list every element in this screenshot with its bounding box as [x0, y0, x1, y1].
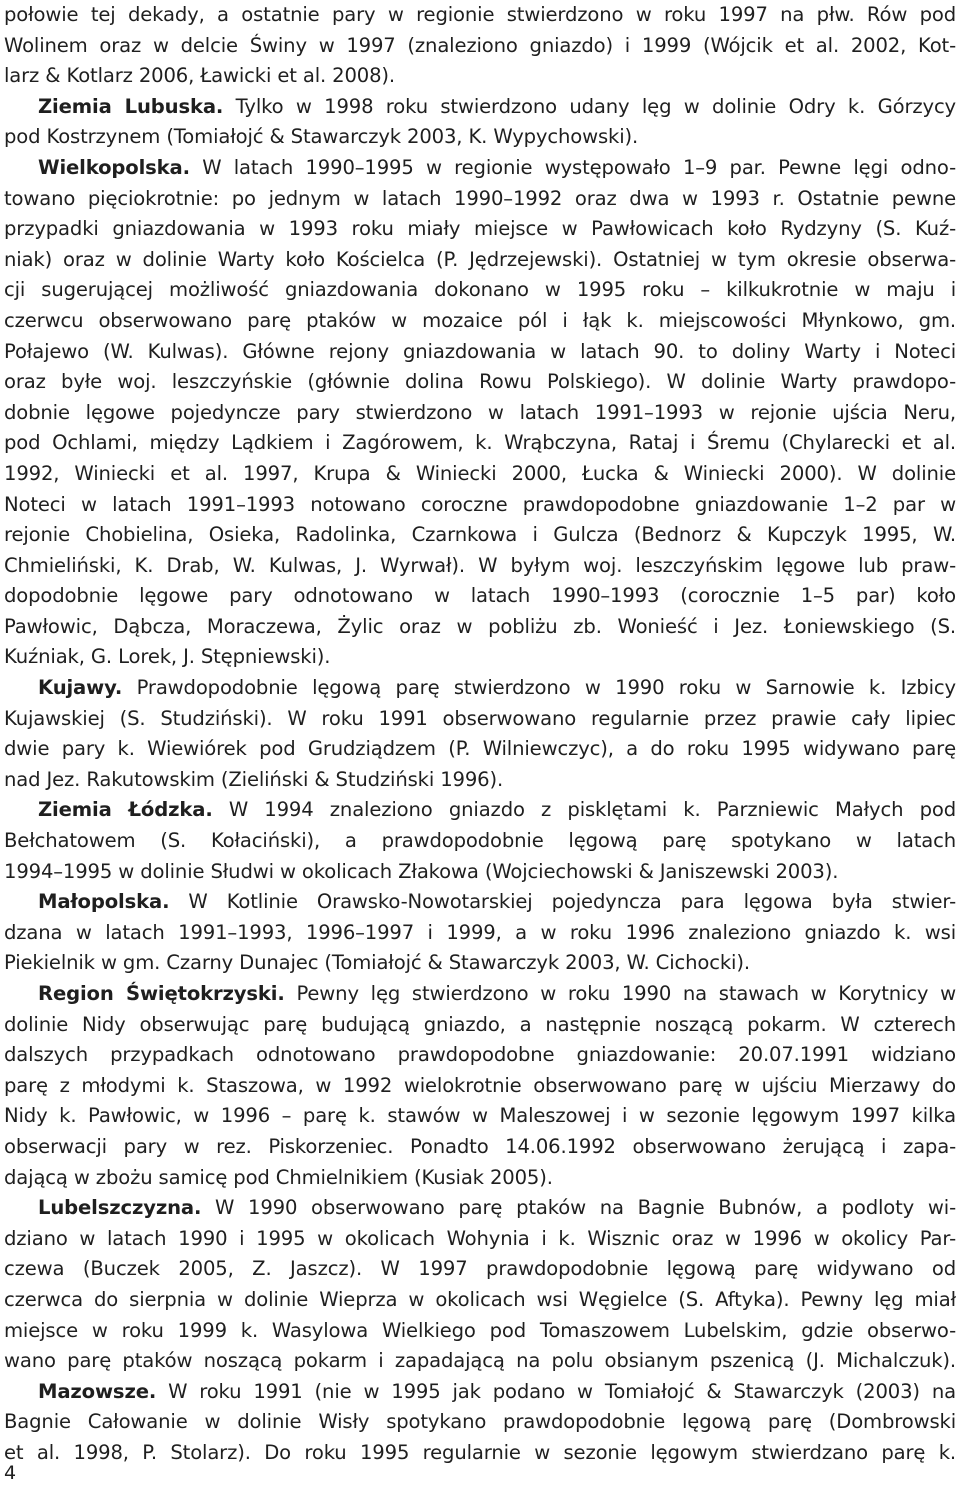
line-text: W Kotlinie Orawsko-Nowotarskiej pojedyncza para lęgowa była stwier- — [169, 890, 956, 914]
region-heading: Mazowsze. — [38, 1379, 157, 1403]
text-line — [4, 245, 956, 276]
region-heading: Region Świętokrzyski. — [38, 982, 285, 1005]
line-text: wano parę ptaków noszącą pokarm i zapadającą na polu obsianym pszenicą (J. Michalczuk). — [4, 1349, 956, 1373]
text-line — [4, 459, 956, 490]
line-text: W 1994 znaleziono gniazdo z pisklętami k. Parzniewic Małych pod — [212, 798, 956, 822]
region-heading: Ziemia Lubuska. — [38, 94, 224, 118]
text-line — [4, 1346, 956, 1377]
region-heading: Kujawy. — [38, 676, 123, 700]
page-number: 4 — [4, 1462, 17, 1484]
region-heading: Małopolska. — [38, 890, 170, 914]
region-heading: Lubelszczyzna. — [38, 1196, 202, 1220]
text-line — [4, 612, 956, 643]
line-text: miejsce w roku 1999 k. Wasylowa Wielkiego pod Tomaszowem Lubelskim, gdzie obserwo- — [4, 1318, 956, 1342]
line-text: Nidy k. Pawłowic, w 1996 – parę k. stawów w Maleszowej i w sezonie lęgowym 1997 kilka — [4, 1104, 956, 1128]
section-first-line — [4, 979, 956, 1010]
text-line — [4, 1101, 956, 1132]
line-text: 1994–1995 w dolinie Słudwi w okolicach Złakowa (Wojciechowski & Janiszewski 2003). — [4, 859, 839, 883]
line-text: dającą w zbożu samicę pod Chmielnikiem (Kusiak 2005). — [4, 1165, 553, 1189]
line-text: Kujawskiej (S. Studziński). W roku 1991 obserwowano regularnie przez prawie cały lipiec — [4, 706, 956, 730]
text-line — [4, 734, 956, 765]
text-line — [4, 306, 956, 337]
line-text: Tylko w 1998 roku stwierdzono udany lęg w dolinie Odry k. Górzycy — [223, 94, 956, 118]
line-text: W latach 1990–1995 w regionie występowało 1–9 par. Pewne lęgi odno- — [189, 155, 956, 179]
line-text: Pewny lęg stwierdzono w roku 1990 na stawach w Korytnicy w — [284, 982, 956, 1005]
line-text: parę z młodymi k. Staszowa, w 1992 wielokrotnie obserwowano parę w ujściu Mierzawy do — [4, 1073, 956, 1097]
line-text: rejonie Chobielina, Osieka, Radolinka, Czarnkowa i Gulcza (Bednorz & Kupczyk 1995, W. — [4, 523, 956, 547]
line-text: Wolinem oraz w delcie Świny w 1997 (znaleziono gniazdo) i 1999 (Wójcik et al. 2002, Kot- — [4, 33, 956, 57]
section-first-line — [4, 153, 956, 184]
text-line — [4, 490, 956, 521]
text-line — [4, 948, 956, 979]
region-heading: Ziemia Łódzka. — [38, 798, 213, 822]
line-text: dalszych przypadkach odnotowano prawdopodobne gniazdowanie: 20.07.1991 widziano — [4, 1043, 956, 1067]
text-line — [4, 1438, 956, 1469]
text-line — [4, 551, 956, 582]
text-line — [4, 1163, 956, 1194]
text-line — [4, 1224, 956, 1255]
text-line — [4, 642, 956, 673]
text-line — [4, 367, 956, 398]
section-first-line — [4, 1193, 956, 1224]
text-line — [4, 1407, 956, 1438]
line-text: et al. 1998, P. Stolarz). Do roku 1995 regularnie w sezonie lęgowym stwierdzano parę k. — [4, 1440, 956, 1464]
line-text: niak) oraz w dolinie Warty koło Kościelca (P. Jędrzejewski). Ostatniej w tym okresie obserwa- — [4, 247, 956, 271]
region-heading: Wielkopolska. — [38, 155, 190, 179]
text-line — [4, 1040, 956, 1071]
line-text: Bagnie Całowanie w dolinie Wisły spotykano prawdopodobnie lęgową parę (Dombrowski — [4, 1410, 956, 1434]
line-text: dzana w latach 1991–1993, 1996–1997 i 1999, a w roku 1996 znaleziono gniazdo k. wsi — [4, 920, 956, 944]
line-text: czerwca do sierpnia w dolinie Wieprza w okolicach wsi Węgielce (S. Aftyka). Pewny lęg miał — [4, 1287, 956, 1311]
line-text: Noteci w latach 1991–1993 notowano coroczne prawdopodobne gniazdowanie 1–2 par w — [4, 492, 956, 516]
section-first-line — [4, 1377, 956, 1408]
text-line — [4, 1316, 956, 1347]
text-line — [4, 275, 956, 306]
line-text: Prawdopodobnie lęgową parę stwierdzono w 1990 roku w Sarnowie k. Izbicy — [122, 676, 956, 700]
text-line — [4, 61, 956, 92]
text-line — [4, 1010, 956, 1041]
line-text: nad Jez. Rakutowskim (Zieliński & Studziński 1996). — [4, 767, 504, 791]
line-text: czerwcu obserwowano parę ptaków w mozaice pól i łąk k. miejscowości Młynkowo, gm. — [4, 308, 956, 332]
line-text: Bełchatowem (S. Kołaciński), a prawdopodobnie lęgową parę spotykano w latach — [4, 829, 956, 853]
section-first-line — [4, 92, 956, 123]
section-first-line — [4, 887, 956, 918]
text-line — [4, 1071, 956, 1102]
line-text: dolinie Nidy obserwując parę budującą gniazdo, a następnie noszącą pokarm. W czterech — [4, 1012, 956, 1036]
line-text: W roku 1991 (nie w 1995 jak podano w Tomiałojć & Stawarczyk (2003) na — [156, 1379, 956, 1403]
text-line — [4, 398, 956, 429]
line-text: larz & Kotlarz 2006, Ławicki et al. 2008). — [4, 64, 395, 88]
text-line — [4, 765, 956, 796]
line-text: czewa (Buczek 2005, Z. Jaszcz). W 1997 prawdopodobnie lęgową parę widywano od — [4, 1257, 956, 1281]
line-text: połowie tej dekady, a ostatnie pary w regionie stwierdzono w roku 1997 na płw. Rów pod — [4, 3, 956, 26]
line-text: dopodobnie lęgowe pary odnotowano w latach 1990–1993 (corocznie 1–5 par) koło — [4, 584, 956, 608]
line-text: 1992, Winiecki et al. 1997, Krupa & Winiecki 2000, Łucka & Winiecki 2000). W dolinie — [4, 461, 956, 485]
line-text: W 1990 obserwowano parę ptaków na Bagnie Bubnów, a podloty wi- — [201, 1196, 956, 1220]
text-line — [4, 1254, 956, 1285]
text-line — [4, 31, 956, 62]
text-line — [4, 1132, 956, 1163]
section-first-line — [4, 673, 956, 704]
line-text: Piekielnik w gm. Czarny Dunajec (Tomiałojć & Stawarczyk 2003, W. Cichocki). — [4, 951, 750, 975]
line-text: cji sugerującej możliwość gniazdowania dokonano w 1995 roku – kilkukrotnie w maju i — [4, 278, 956, 302]
text-line — [4, 1285, 956, 1316]
text-line — [4, 918, 956, 949]
line-text: Pawłowic, Dąbcza, Moraczewa, Żylic oraz w pobliżu zb. Wonieść i Jez. Łoniewskiego (S. — [4, 614, 956, 638]
text-line — [4, 337, 956, 368]
text-line — [4, 857, 956, 888]
text-line — [4, 214, 956, 245]
line-text: pod Ochlami, między Lądkiem i Zagórowem, k. Wrąbczyna, Rataj i Śremu (Chylarecki et al. — [4, 431, 956, 455]
line-text: obserwacji pary w rez. Piskorzeniec. Ponadto 14.06.1992 obserwowano żerującą i zapa- — [4, 1134, 956, 1158]
text-line — [4, 428, 956, 459]
text-line — [4, 184, 956, 215]
line-text: dobnie lęgowe pojedyncze pary stwierdzono w latach 1991–1993 w rejonie ujścia Neru, — [4, 400, 956, 424]
text-line — [4, 581, 956, 612]
text-line — [4, 122, 956, 153]
section-first-line — [4, 795, 956, 826]
line-text: dwie pary k. Wiewiórek pod Grudziądzem (P. Wilniewczyc), a do roku 1995 widywano parę — [4, 737, 956, 761]
body-text — [4, 0, 956, 1469]
text-line — [4, 520, 956, 551]
line-text: pod Kostrzynem (Tomiałojć & Stawarczyk 2003, K. Wypychowski). — [4, 125, 639, 149]
line-text: Chmieliński, K. Drab, W. Kulwas, J. Wyrwał). W byłym woj. leszczyńskim lęgowe lub praw- — [4, 553, 956, 577]
line-text: oraz byłe woj. leszczyńskie (głównie dolina Rowu Polskiego). W dolinie Warty prawdopo- — [4, 370, 956, 394]
text-line — [4, 826, 956, 857]
line-text: przypadki gniazdowania w 1993 roku miały miejsce w Pawłowicach koło Rydzyny (S. Kuź- — [4, 217, 956, 241]
text-line — [4, 704, 956, 735]
line-text: Połajewo (W. Kulwas). Główne rejony gniazdowania w latach 90. to doliny Warty i Noteci — [4, 339, 956, 363]
line-text: Kuźniak, G. Lorek, J. Stępniewski). — [4, 645, 331, 669]
line-text: towano pięciokrotnie: po jednym w latach 1990–1992 oraz dwa w 1993 r. Ostatnie pewne — [4, 186, 956, 210]
text-line — [4, 0, 956, 31]
line-text: dziano w latach 1990 i 1995 w okolicach Wohynia i k. Wisznic oraz w 1996 w okolicy Par- — [4, 1226, 956, 1250]
